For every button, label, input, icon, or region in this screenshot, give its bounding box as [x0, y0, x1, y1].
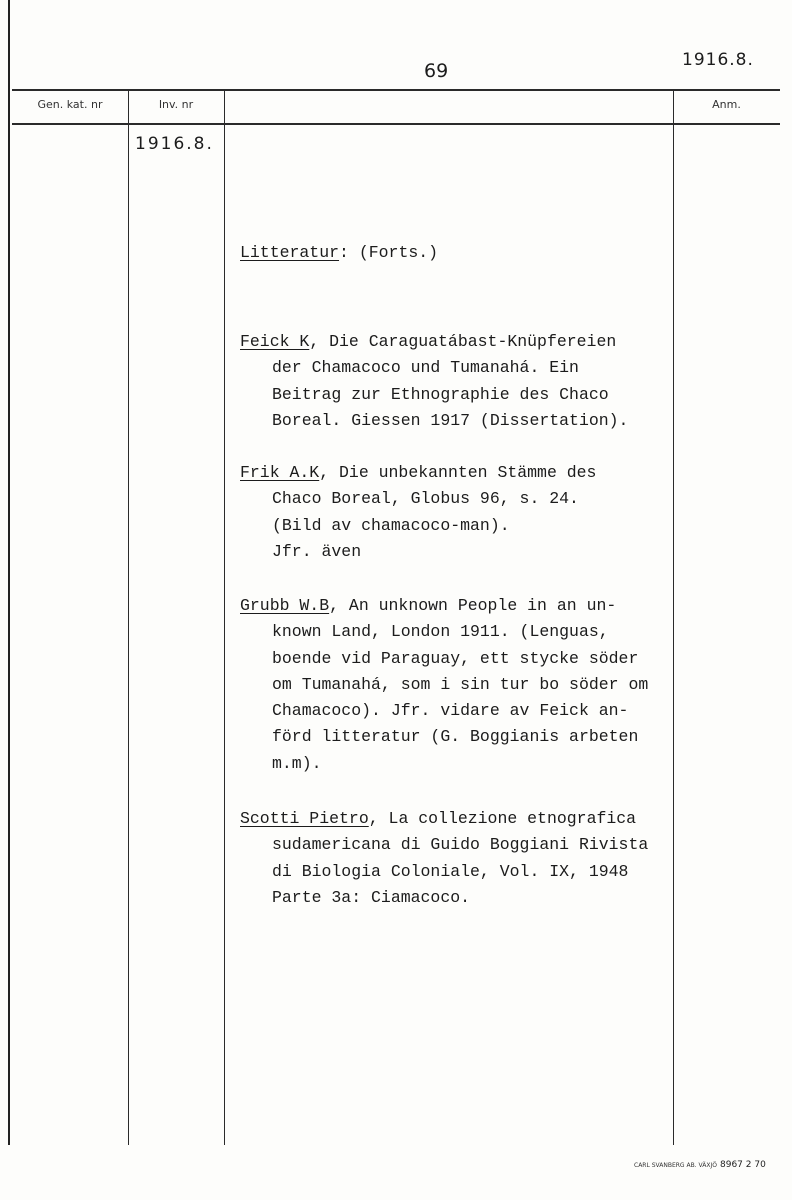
literature-heading: [240, 240, 438, 266]
heading-label: Litteratur: [240, 243, 340, 262]
reference-entry: Grubb W.B, An unknown People in an un- known Land, London 1911. (Lenguas, boende vid Paraguay, ett stycke söder om Tumanahá, som i sin tur bo söder om Chamacoco). Jfr. vidare av Feick an- förd litteratur (G. Boggianis arbeten m.m).: [240, 596, 649, 773]
printer-imprint: CARL SVANBERG AB. VÄXJÖ: [634, 1162, 717, 1169]
form-code: 8967 2 70: [720, 1160, 766, 1170]
column-divider: [673, 90, 674, 1145]
column-divider: [224, 90, 225, 1145]
column-header-inv: Inv. nr: [158, 98, 194, 111]
reference-author: Frik A.K: [240, 463, 320, 482]
entry-inventory-number: 1916.8.: [135, 134, 214, 154]
reference-entry: Frik A.K, Die unbekannten Stämme des Chaco Boreal, Globus 96, s. 24. (Bild av chamacoco-man). Jfr. även: [240, 463, 597, 561]
reference-author: Grubb W.B: [240, 596, 330, 615]
column-header-anm: Anm.: [712, 98, 741, 111]
reference-author: Scotti Pietro: [240, 809, 369, 828]
heading-continuation: : (Forts.): [339, 243, 439, 262]
page-number: 69: [424, 60, 449, 82]
reference-entry: Feick K, Die Caraguatábast-Knüpfereien der Chamacoco und Tumanahá. Ein Beitrag zur Ethnographie des Chaco Boreal. Giessen 1917 (Dissertation).: [240, 332, 629, 430]
column-divider: [128, 90, 129, 1145]
inventory-reference: 1916.8.: [682, 50, 754, 70]
left-margin-line: [8, 0, 10, 1145]
column-header-gen-kat: Gen. kat. nr: [37, 98, 103, 111]
reference-author: Feick K: [240, 332, 310, 351]
reference-entry: Scotti Pietro, La collezione etnografica sudamericana di Guido Boggiani Rivista di Biologia Coloniale, Vol. IX, 1948 Parte 3a: Ciamacoco.: [240, 809, 649, 907]
